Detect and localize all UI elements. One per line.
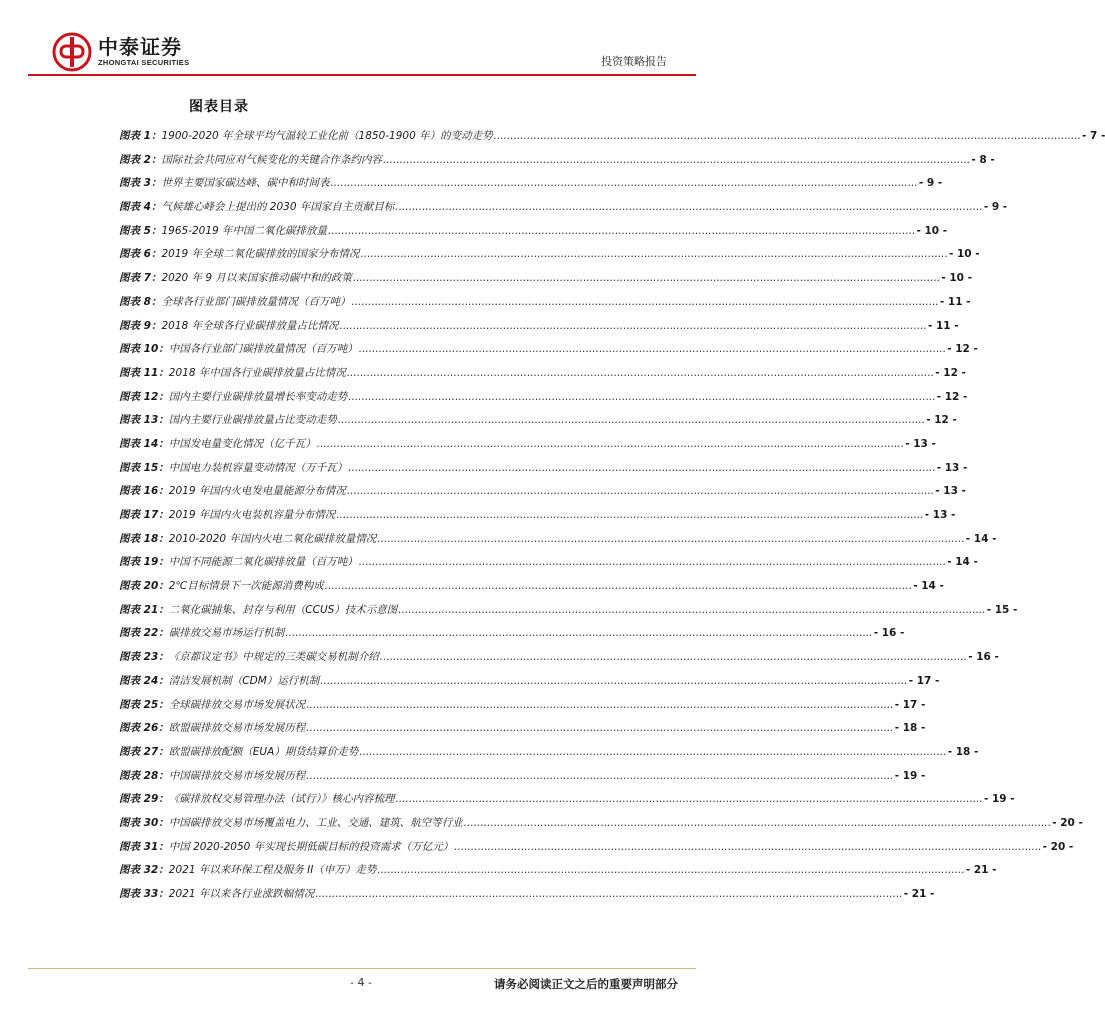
- page-number: - 4 -: [350, 976, 372, 989]
- toc-entry[interactable]: [119, 554, 978, 578]
- toc-entry-page: - 10 -: [916, 224, 948, 237]
- toc-entry-label: 图表 11：: [119, 366, 169, 379]
- toc-entry-text: 1900-2020 年全球平均气温较工业化前（1850-1900 年）的变动走势: [161, 130, 493, 142]
- toc-entry-label: 图表 19：: [119, 556, 169, 569]
- toc-leader-dots: [359, 343, 946, 355]
- toc-entry-label: 图表 24：: [119, 674, 169, 687]
- toc-entry[interactable]: [119, 602, 1018, 626]
- toc-entry-label: 图表 29：: [119, 793, 169, 806]
- toc-entry-text: 2018 年中国各行业碳排放量占比情况: [168, 366, 346, 379]
- toc-entry-text: 气候雄心峰会上提出的 2030 年国家自主贡献目标: [161, 201, 395, 214]
- toc-leader-dots: [285, 627, 872, 639]
- toc-entry-label: 图表 5：: [119, 224, 162, 237]
- toc-entry-label: 图表 2：: [119, 153, 162, 166]
- toc-entry[interactable]: [119, 578, 944, 602]
- toc-leader-dots: [380, 651, 967, 663]
- toc-entry-text: 中国各行业部门碳排放量情况（百万吨）: [168, 343, 358, 356]
- toc-entry[interactable]: [119, 507, 956, 531]
- toc-entry-text: 2019 年国内火电发电量能源分布情况: [168, 485, 346, 498]
- toc-entry-label: 图表 18：: [119, 532, 169, 545]
- toc-entry-text: 世界主要国家碳达峰、碳中和时间表: [161, 177, 330, 190]
- toc-entry-text: 二氧化碳捕集、封存与利用（CCUS）技术示意图: [168, 603, 398, 616]
- toc-entry-label: 图表 7：: [119, 272, 162, 285]
- toc-leader-dots: [348, 462, 935, 474]
- toc-leader-dots: [306, 770, 893, 782]
- toc-entry-text: 《京都议定书》中规定的三类碳交易机制介绍: [168, 651, 379, 664]
- toc-entry-page: - 18 -: [947, 745, 979, 758]
- toc-entry-label: 图表 25：: [119, 698, 169, 711]
- toc-leader-dots: [377, 533, 964, 545]
- toc-entry-text: 2018 年全球各行业碳排放量占比情况: [161, 319, 339, 332]
- company-logo: [52, 30, 189, 74]
- toc-leader-dots: [330, 177, 917, 189]
- toc-entry[interactable]: [119, 862, 997, 886]
- toc-entry-page: - 17 -: [908, 674, 940, 687]
- toc-entry[interactable]: [119, 341, 978, 365]
- toc-entry-text: 1965-2019 年中国二氧化碳排放量: [161, 224, 328, 237]
- logo-english-name: ZHONGTAI SECURITIES: [98, 58, 190, 67]
- toc-entry[interactable]: [119, 531, 997, 555]
- toc-entry-text: 2021 年以来各行业涨跌幅情况: [168, 888, 315, 900]
- toc-entry-text: 2021 年以来环保工程及服务 II（申万）走势: [168, 864, 377, 877]
- toc-entry[interactable]: [119, 128, 1105, 152]
- toc-entry[interactable]: [119, 815, 1083, 839]
- toc-entry-page: - 20 -: [1042, 840, 1074, 853]
- toc-entry-page: - 14 -: [913, 580, 944, 593]
- toc-entry[interactable]: [119, 625, 905, 649]
- toc-entry[interactable]: [119, 223, 948, 247]
- toc-entry-page: - 14 -: [965, 532, 997, 545]
- toc-title: 图表目录: [189, 99, 249, 115]
- toc-entry-page: - 11 -: [939, 295, 971, 308]
- toc-entry-label: 图表 10：: [119, 343, 169, 356]
- toc-entry-page: - 19 -: [894, 769, 926, 782]
- toc-leader-dots: [398, 604, 985, 616]
- toc-entry-text: 中国电力装机容量变动情况（万千瓦）: [168, 461, 348, 474]
- toc-leader-dots: [494, 130, 1081, 142]
- toc-entry-page: - 17 -: [894, 698, 926, 711]
- toc-entry-page: - 18 -: [894, 722, 926, 735]
- toc-entry-text: 中国不同能源二氧化碳排放量（百万吨）: [168, 556, 358, 569]
- toc-entry-label: 图表 32：: [119, 864, 169, 877]
- toc-entry[interactable]: [119, 697, 926, 721]
- toc-entry[interactable]: [119, 318, 959, 342]
- toc-entry-label: 图表 13：: [119, 414, 169, 427]
- toc-entry-label: 图表 14：: [119, 437, 169, 450]
- toc-leader-dots: [396, 793, 983, 805]
- toc-entry[interactable]: [119, 886, 935, 910]
- toc-entry[interactable]: [119, 175, 943, 199]
- toc-entry-text: 全球碳排放交易市场发展状况: [168, 698, 306, 711]
- toc-entry[interactable]: [119, 839, 1074, 863]
- toc-entry[interactable]: [119, 246, 980, 270]
- toc-entry-label: 图表 30：: [119, 816, 169, 829]
- toc-leader-dots: [395, 201, 982, 213]
- toc-entry-label: 图表 9：: [119, 319, 162, 332]
- footer-divider: [28, 968, 696, 969]
- toc-entry-text: 欧盟碳排放配额（EUA）期货结算价走势: [168, 745, 359, 758]
- toc-entry-page: - 13 -: [924, 509, 956, 521]
- toc-leader-dots: [317, 438, 904, 450]
- zhongtai-logo-icon: [52, 32, 92, 72]
- toc-entry-page: - 11 -: [927, 319, 959, 332]
- toc-leader-dots: [338, 414, 925, 426]
- toc-entry-page: - 12 -: [947, 343, 978, 356]
- toc-entry-text: 《碳排放权交易管理办法（试行）》核心内容梳理: [168, 793, 395, 806]
- toc-entry[interactable]: [119, 744, 979, 768]
- toc-entry[interactable]: [119, 483, 966, 507]
- toc-entry[interactable]: [119, 270, 972, 294]
- toc-leader-dots: [359, 556, 946, 568]
- toc-entry-label: 图表 33：: [119, 888, 169, 900]
- toc-entry-text: 2010-2020 年国内火电二氧化碳排放量情况: [168, 532, 377, 545]
- toc-leader-dots: [377, 864, 964, 876]
- header-divider: [28, 74, 696, 76]
- toc-entry[interactable]: [119, 365, 966, 389]
- toc-entry-page: - 20 -: [1052, 816, 1083, 829]
- toc-entry-text: 2019 年全球二氧化碳排放的国家分布情况: [161, 248, 360, 261]
- toc-entry-page: - 9 -: [918, 177, 943, 190]
- disclaimer-text: 请务必阅读正文之后的重要声明部分: [494, 977, 678, 991]
- toc-entry-page: - 16 -: [873, 627, 905, 640]
- toc-entry-text: 2020 年 9 月以来国家推动碳中和的政策: [161, 272, 352, 285]
- toc-entry-label: 图表 4：: [119, 201, 162, 214]
- toc-entry[interactable]: [119, 294, 971, 318]
- toc-entry-text: 欧盟碳排放交易市场发展历程: [168, 722, 306, 735]
- toc-entry-label: 图表 31：: [119, 840, 169, 853]
- toc-entry-label: 图表 6：: [119, 248, 162, 261]
- toc-entry-page: - 12 -: [936, 390, 968, 403]
- toc-entry[interactable]: [119, 389, 968, 413]
- toc-entry-label: 图表 20：: [119, 580, 169, 593]
- toc-entry-text: 国际社会共同应对气候变化的关键合作条约内容: [161, 153, 382, 166]
- toc-leader-dots: [306, 699, 893, 711]
- toc-entry-label: 图表 8：: [119, 295, 162, 308]
- toc-leader-dots: [348, 391, 935, 403]
- toc-entry-page: - 13 -: [936, 461, 968, 474]
- toc-leader-dots: [383, 154, 970, 166]
- toc-entry-label: 图表 23：: [119, 651, 169, 664]
- toc-entry-page: - 15 -: [986, 603, 1018, 616]
- toc-entry-label: 图表 3：: [119, 177, 162, 190]
- toc-entry-page: - 13 -: [905, 437, 936, 450]
- toc-leader-dots: [325, 580, 912, 592]
- toc-leader-dots: [351, 296, 938, 308]
- report-type-label: 投资策略报告: [601, 55, 667, 68]
- toc-leader-dots: [336, 509, 923, 521]
- toc-entry-page: - 13 -: [935, 485, 966, 498]
- toc-entry-text: 中国发电量变化情况（亿千瓦）: [168, 437, 316, 450]
- toc-entry-page: - 19 -: [983, 793, 1015, 806]
- toc-entry-label: 图表 26：: [119, 722, 169, 735]
- toc-entry[interactable]: [119, 791, 1015, 815]
- toc-entry[interactable]: [119, 649, 999, 673]
- toc-entry[interactable]: [119, 460, 968, 484]
- toc-entry-text: 清洁发展机制（CDM）运行机制: [168, 674, 320, 687]
- toc-entry[interactable]: [119, 768, 926, 792]
- toc-leader-dots: [315, 888, 902, 900]
- toc-entry-page: - 21 -: [903, 888, 935, 900]
- page-header: [0, 0, 724, 80]
- table-of-figures: [119, 128, 1105, 910]
- toc-entry-text: 全球各行业部门碳排放量情况（百万吨）: [161, 295, 351, 308]
- toc-entry-text: 国内主要行业碳排放量占比变动走势: [168, 414, 337, 427]
- toc-entry[interactable]: [119, 720, 926, 744]
- toc-entry-page: - 9 -: [983, 201, 1008, 214]
- toc-entry-page: - 12 -: [935, 366, 966, 379]
- toc-entry-label: 图表 15：: [119, 461, 169, 474]
- toc-entry-page: - 21 -: [965, 864, 997, 877]
- toc-leader-dots: [306, 722, 893, 734]
- toc-entry-label: 图表 1：: [119, 130, 162, 142]
- toc-entry-text: 2019 年国内火电装机容量分布情况: [168, 509, 336, 521]
- toc-leader-dots: [320, 675, 907, 687]
- toc-leader-dots: [359, 746, 946, 758]
- toc-entry-page: - 12 -: [926, 414, 957, 427]
- toc-entry-text: 中国 2020-2050 年实现长期低碳目标的投资需求（万亿元）: [168, 840, 454, 853]
- toc-entry-label: 图表 28：: [119, 769, 169, 782]
- toc-entry-page: - 14 -: [947, 556, 978, 569]
- toc-entry-text: 碳排放交易市场运行机制: [168, 627, 285, 640]
- toc-entry[interactable]: [119, 199, 1008, 223]
- toc-entry-label: 图表 21：: [119, 603, 169, 616]
- toc-leader-dots: [347, 367, 934, 379]
- toc-entry-label: 图表 17：: [119, 509, 169, 521]
- logo-chinese-name: 中泰证券: [98, 35, 182, 59]
- toc-entry-text: 中国碳排放交易市场发展历程: [168, 769, 306, 782]
- toc-leader-dots: [353, 272, 940, 284]
- toc-entry-text: 国内主要行业碳排放量增长率变动走势: [168, 390, 348, 403]
- toc-leader-dots: [361, 248, 948, 260]
- toc-leader-dots: [347, 485, 934, 497]
- toc-entry[interactable]: [119, 673, 940, 697]
- toc-entry-page: - 10 -: [941, 272, 972, 285]
- toc-leader-dots: [340, 320, 927, 332]
- toc-leader-dots: [464, 817, 1051, 829]
- toc-leader-dots: [328, 225, 915, 237]
- toc-entry-page: - 10 -: [948, 248, 980, 261]
- toc-entry-label: 图表 16：: [119, 485, 169, 498]
- toc-entry-page: - 16 -: [968, 651, 999, 664]
- toc-entry-text: 中国碳排放交易市场覆盖电力、工业、交通、建筑、航空等行业: [168, 816, 463, 829]
- toc-entry-page: - 7 -: [1082, 130, 1105, 142]
- toc-entry-label: 图表 22：: [119, 627, 169, 640]
- toc-entry-page: - 8 -: [971, 153, 995, 166]
- toc-entry-text: 2℃目标情景下一次能源消费构成: [168, 580, 324, 593]
- toc-entry-label: 图表 12：: [119, 390, 169, 403]
- toc-entry[interactable]: [119, 412, 957, 436]
- toc-entry[interactable]: [119, 152, 995, 176]
- toc-entry[interactable]: [119, 436, 936, 460]
- toc-entry-label: 图表 27：: [119, 745, 169, 758]
- toc-leader-dots: [454, 841, 1041, 853]
